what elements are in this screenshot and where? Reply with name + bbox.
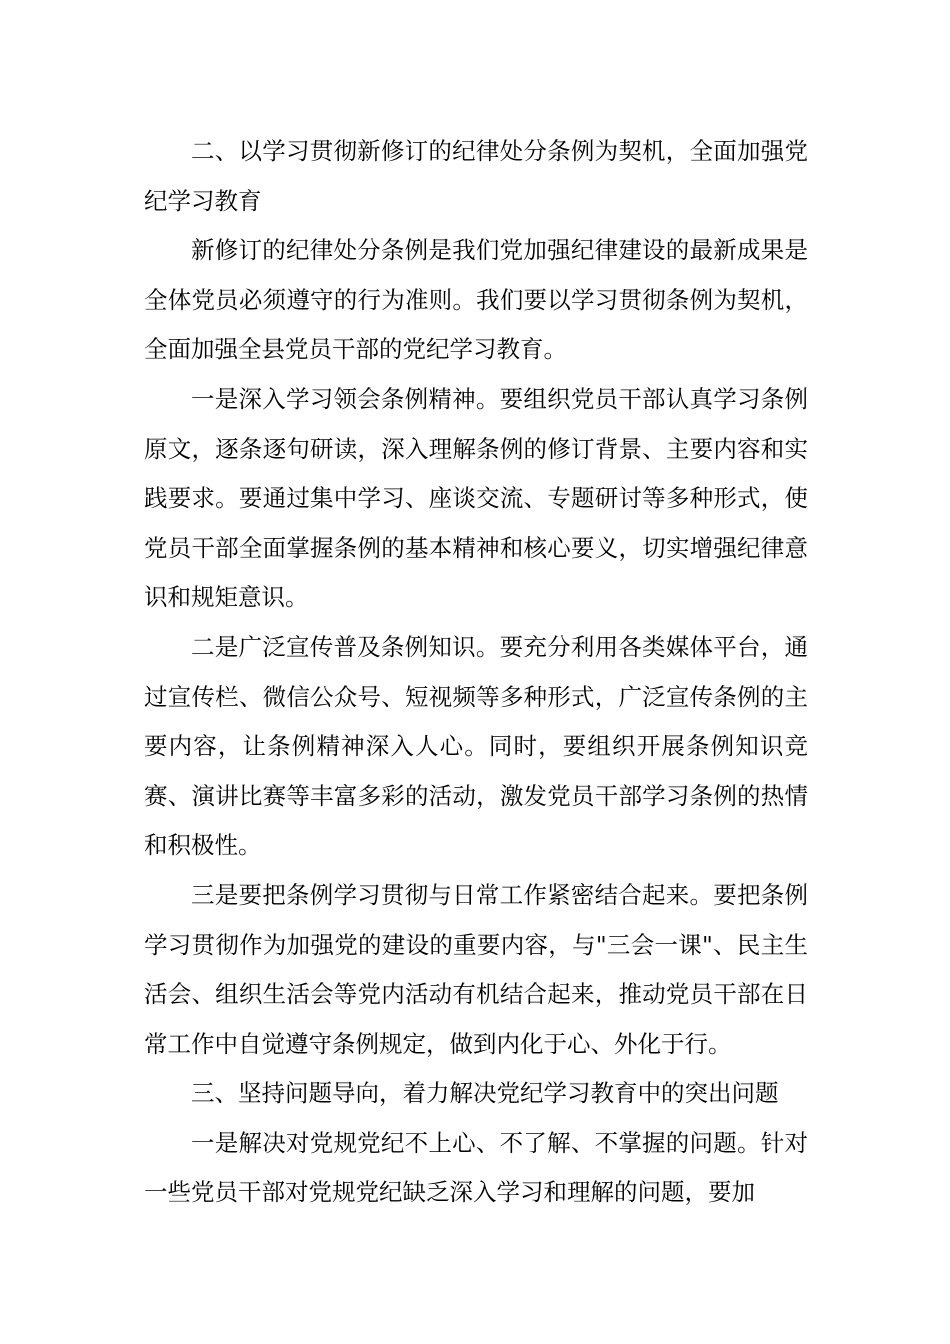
body-paragraph: 一是深入学习领会条例精神。要组织党员干部认真学习条例原文，逐条逐句研读，深入理解条例的修订背景、主要内容和实践要求。要通过集中学习、座谈交流、专题研讨等多种形式，使党员干部全面掌握条例的基本精神和核心要义，切实增强纪律意识和规矩意识。: [144, 384, 808, 612]
section-heading-2: 二、以学习贯彻新修订的纪律处分条例为契机，全面加强党纪学习教育: [144, 137, 808, 215]
body-paragraph: 二是广泛宣传普及条例知识。要充分利用各类媒体平台，通过宣传栏、微信公众号、短视频等多种形式，广泛宣传条例的主要内容，让条例精神深入人心。同时，要组织开展条例知识竞赛、演讲比赛等丰富多彩的活动，激发党员干部学习条例的热情和积极性。: [144, 632, 808, 860]
document-body: [144, 127, 808, 1218]
section-heading-3: 三、坚持问题导向，着力解决党纪学习教育中的突出问题: [191, 1079, 779, 1108]
body-paragraph: 一是解决对党规党纪不上心、不了解、不掌握的问题。针对一些党员干部对党规党纪缺乏深入学习和理解的问题，要加: [144, 1128, 808, 1207]
body-paragraph: 三是要把条例学习贯彻与日常工作紧密结合起来。要把条例学习贯彻作为加强党的建设的重要内容，与"三会一课"、民主生活会、组织生活会等党内活动有机结合起来，推动党员干部在日常工作中自觉遵守条例规定，做到内化于心、外化于行。: [144, 880, 808, 1058]
body-paragraph: 新修订的纪律处分条例是我们党加强纪律建设的最新成果是全体党员必须遵守的行为准则。我们要以学习贯彻条例为契机，全面加强全县党员干部的党纪学习教育。: [144, 236, 808, 364]
